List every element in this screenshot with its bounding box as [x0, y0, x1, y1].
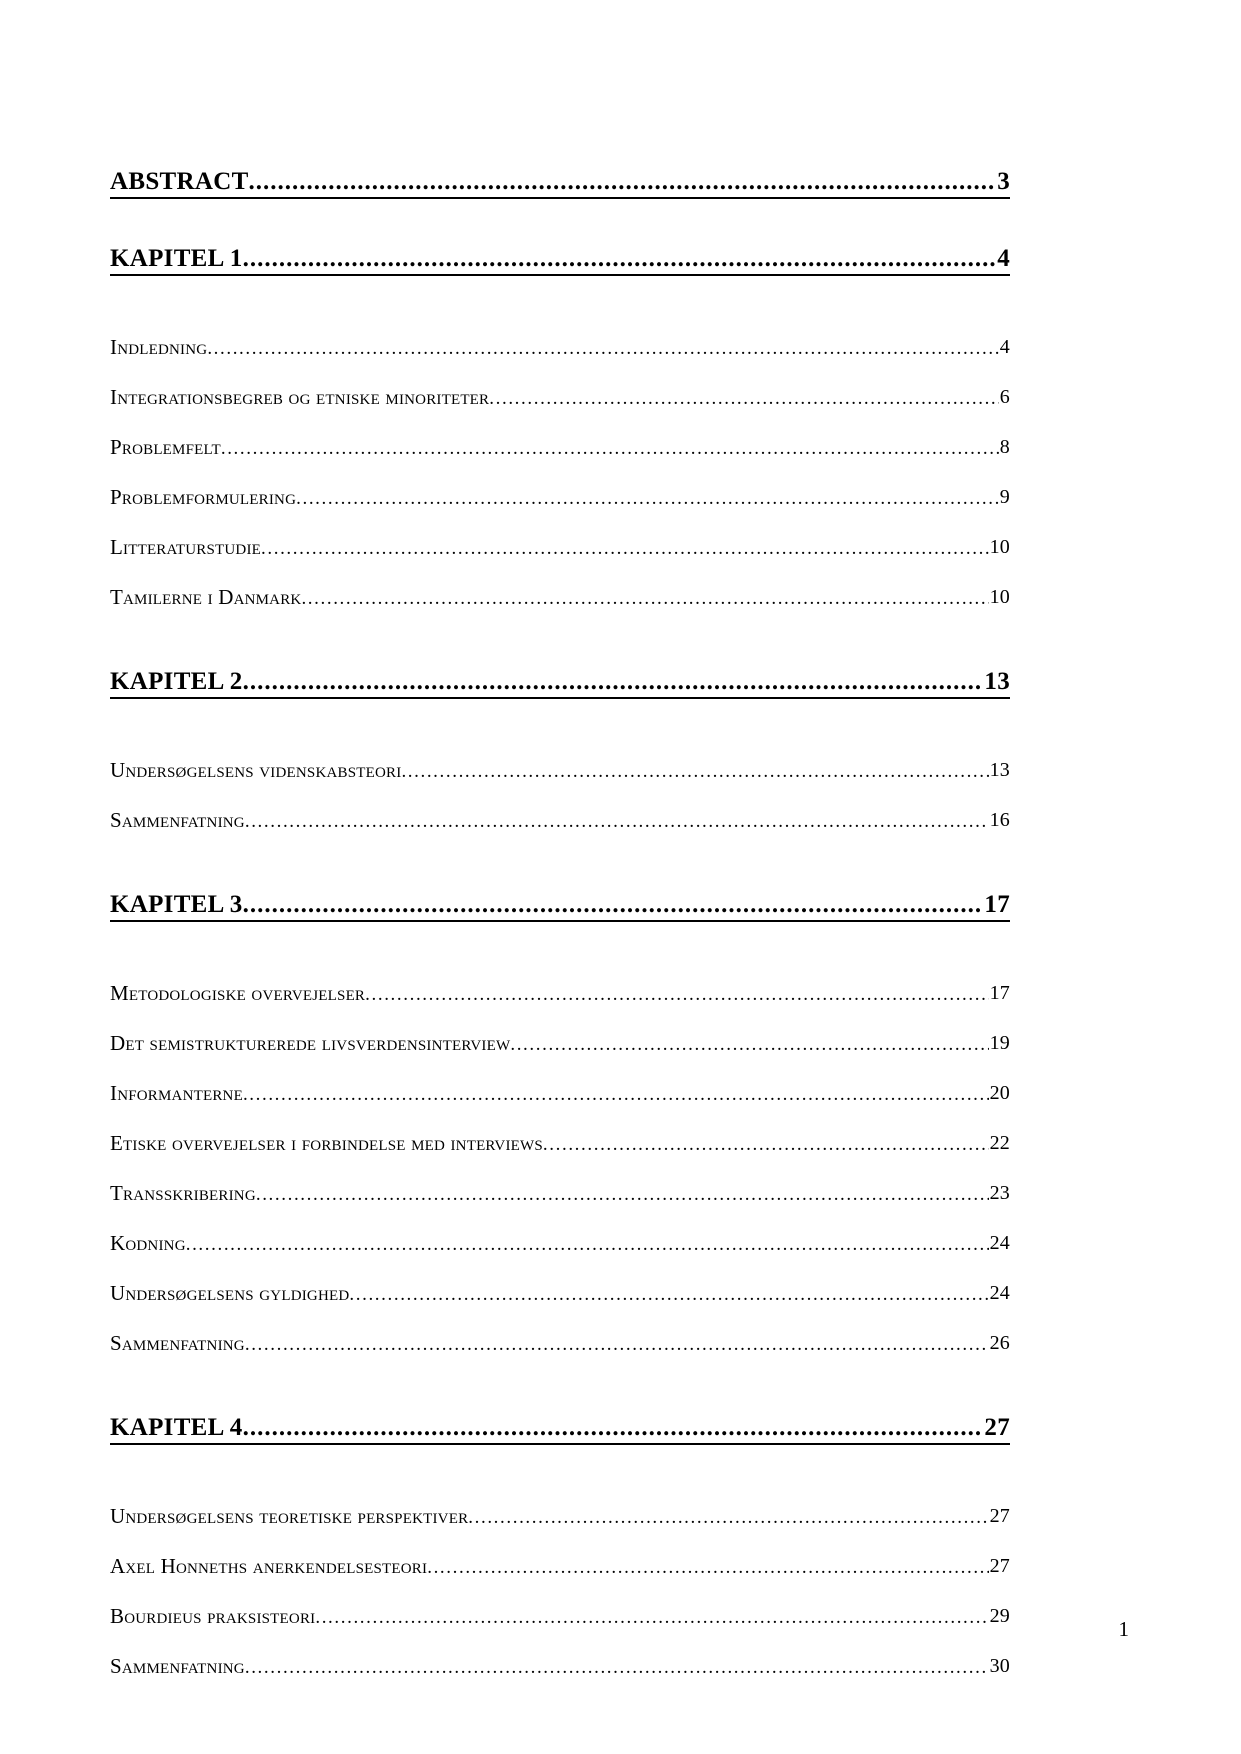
toc-entry-title: Litteraturstudie	[110, 534, 262, 559]
toc-dot-leader	[207, 335, 998, 360]
toc-dot-leader	[243, 245, 997, 273]
toc-entry-level-1[interactable]	[110, 1414, 1010, 1445]
toc-entry-level-2[interactable]	[110, 322, 1010, 372]
toc-entry-title: Undersøgelsens videnskabsteori	[110, 757, 402, 782]
toc-entry-page-number: 26	[989, 1331, 1010, 1354]
table-of-contents	[110, 168, 1010, 1691]
toc-entry-title: Axel Honneths anerkendelsesteori	[110, 1553, 428, 1578]
toc-entry-title: Sammenfatning	[110, 1653, 245, 1678]
toc-entry-page-number: 13	[984, 668, 1010, 695]
toc-entry-level-2[interactable]	[110, 1641, 1010, 1691]
toc-entry-title: Tamilerne i Danmark	[110, 584, 302, 609]
toc-entry-page-number: 4	[999, 335, 1010, 358]
toc-entry-level-2[interactable]	[110, 1491, 1010, 1541]
toc-entry-level-2[interactable]	[110, 745, 1010, 795]
toc-entry-level-2[interactable]	[110, 795, 1010, 845]
toc-entry-page-number: 3	[997, 168, 1010, 195]
toc-dot-leader	[510, 1031, 988, 1056]
toc-dot-leader	[249, 168, 997, 196]
toc-dot-leader	[243, 668, 984, 696]
toc-entry-title: Undersøgelsens teoretiske perspektiver	[110, 1503, 469, 1528]
toc-dot-leader	[401, 758, 988, 783]
toc-entry-title: Etiske overvejelser i forbindelse med interviews	[110, 1130, 543, 1155]
footer-page-number: 1	[1118, 1617, 1129, 1641]
toc-entry-title: ABSTRACT	[110, 168, 249, 195]
toc-dot-leader	[543, 1131, 989, 1156]
toc-entry-title: Informanterne	[110, 1080, 243, 1105]
toc-entry-title: Sammenfatning	[110, 807, 245, 832]
toc-entry-page-number: 27	[989, 1554, 1010, 1577]
toc-entry-page-number: 27	[984, 1414, 1010, 1441]
toc-entry-page-number: 17	[984, 891, 1010, 918]
toc-dot-leader	[427, 1554, 988, 1579]
toc-entry-page-number: 10	[989, 535, 1010, 558]
toc-entry-level-2[interactable]	[110, 472, 1010, 522]
toc-entry-title: KAPITEL 4	[110, 1414, 243, 1441]
toc-entry-title: Kodning	[110, 1230, 186, 1255]
toc-entry-page-number: 4	[997, 245, 1010, 272]
toc-entry-page-number: 17	[989, 981, 1010, 1004]
toc-entry-title: Problemfelt	[110, 434, 221, 459]
toc-entry-level-2[interactable]	[110, 1168, 1010, 1218]
toc-entry-page-number: 27	[989, 1504, 1010, 1527]
toc-dot-leader	[296, 485, 999, 510]
toc-entry-level-2[interactable]	[110, 522, 1010, 572]
toc-entry-level-2[interactable]	[110, 1018, 1010, 1068]
toc-entry-title: Transskribering	[110, 1180, 256, 1205]
toc-entry-level-1[interactable]	[110, 168, 1010, 199]
toc-entry-level-2[interactable]	[110, 1218, 1010, 1268]
toc-entry-title: Sammenfatning	[110, 1330, 245, 1355]
toc-entry-title: Undersøgelsens gyldighed	[110, 1280, 350, 1305]
toc-entry-title: Metodologiske overvejelser	[110, 980, 366, 1005]
toc-dot-leader	[186, 1231, 989, 1256]
toc-entry-level-2[interactable]	[110, 1591, 1010, 1641]
toc-entry-level-1[interactable]	[110, 668, 1010, 699]
toc-dot-leader	[301, 585, 988, 610]
toc-entry-title: Det semistrukturerede livsverdensinterview	[110, 1030, 511, 1055]
toc-entry-page-number: 24	[989, 1231, 1010, 1254]
toc-entry-title: Indledning	[110, 334, 208, 359]
toc-entry-page-number: 29	[989, 1604, 1010, 1627]
toc-dot-leader	[315, 1604, 988, 1629]
toc-dot-leader	[256, 1181, 989, 1206]
toc-dot-leader	[489, 385, 999, 410]
toc-entry-page-number: 9	[999, 485, 1010, 508]
toc-entry-page-number: 10	[989, 585, 1010, 608]
toc-entry-page-number: 20	[989, 1081, 1010, 1104]
toc-entry-title: Problemformulering	[110, 484, 297, 509]
toc-entry-level-2[interactable]	[110, 422, 1010, 472]
toc-entry-title: KAPITEL 1	[110, 245, 243, 272]
toc-entry-page-number: 13	[989, 758, 1010, 781]
toc-dot-leader	[365, 981, 988, 1006]
toc-dot-leader	[245, 1331, 989, 1356]
toc-entry-page-number: 24	[989, 1281, 1010, 1304]
toc-entry-title: Bourdieus praksisteori	[110, 1603, 316, 1628]
toc-entry-level-2[interactable]	[110, 968, 1010, 1018]
toc-entry-level-2[interactable]	[110, 1068, 1010, 1118]
toc-dot-leader	[468, 1504, 988, 1529]
toc-entry-page-number: 8	[999, 435, 1010, 458]
toc-entry-level-2[interactable]	[110, 1318, 1010, 1368]
toc-entry-title: KAPITEL 3	[110, 891, 243, 918]
toc-dot-leader	[221, 435, 999, 460]
toc-dot-leader	[245, 1654, 989, 1679]
toc-entry-level-2[interactable]	[110, 1268, 1010, 1318]
toc-entry-page-number: 22	[989, 1131, 1010, 1154]
toc-dot-leader	[243, 891, 984, 919]
toc-entry-page-number: 16	[989, 808, 1010, 831]
toc-entry-title: Integrationsbegreb og etniske minoriteter	[110, 384, 490, 409]
toc-dot-leader	[243, 1414, 984, 1442]
toc-dot-leader	[349, 1281, 988, 1306]
toc-entry-level-2[interactable]	[110, 372, 1010, 422]
toc-entry-level-1[interactable]	[110, 891, 1010, 922]
toc-dot-leader	[245, 808, 989, 833]
toc-dot-leader	[261, 535, 989, 560]
toc-entry-page-number: 19	[989, 1031, 1010, 1054]
toc-entry-title: KAPITEL 2	[110, 668, 243, 695]
toc-entry-page-number: 23	[989, 1181, 1010, 1204]
toc-entry-level-2[interactable]	[110, 572, 1010, 622]
toc-entry-level-2[interactable]	[110, 1118, 1010, 1168]
toc-entry-level-1[interactable]	[110, 245, 1010, 276]
toc-entry-level-2[interactable]	[110, 1541, 1010, 1591]
toc-dot-leader	[243, 1081, 989, 1106]
toc-entry-page-number: 30	[989, 1654, 1010, 1677]
toc-entry-page-number: 6	[999, 385, 1010, 408]
